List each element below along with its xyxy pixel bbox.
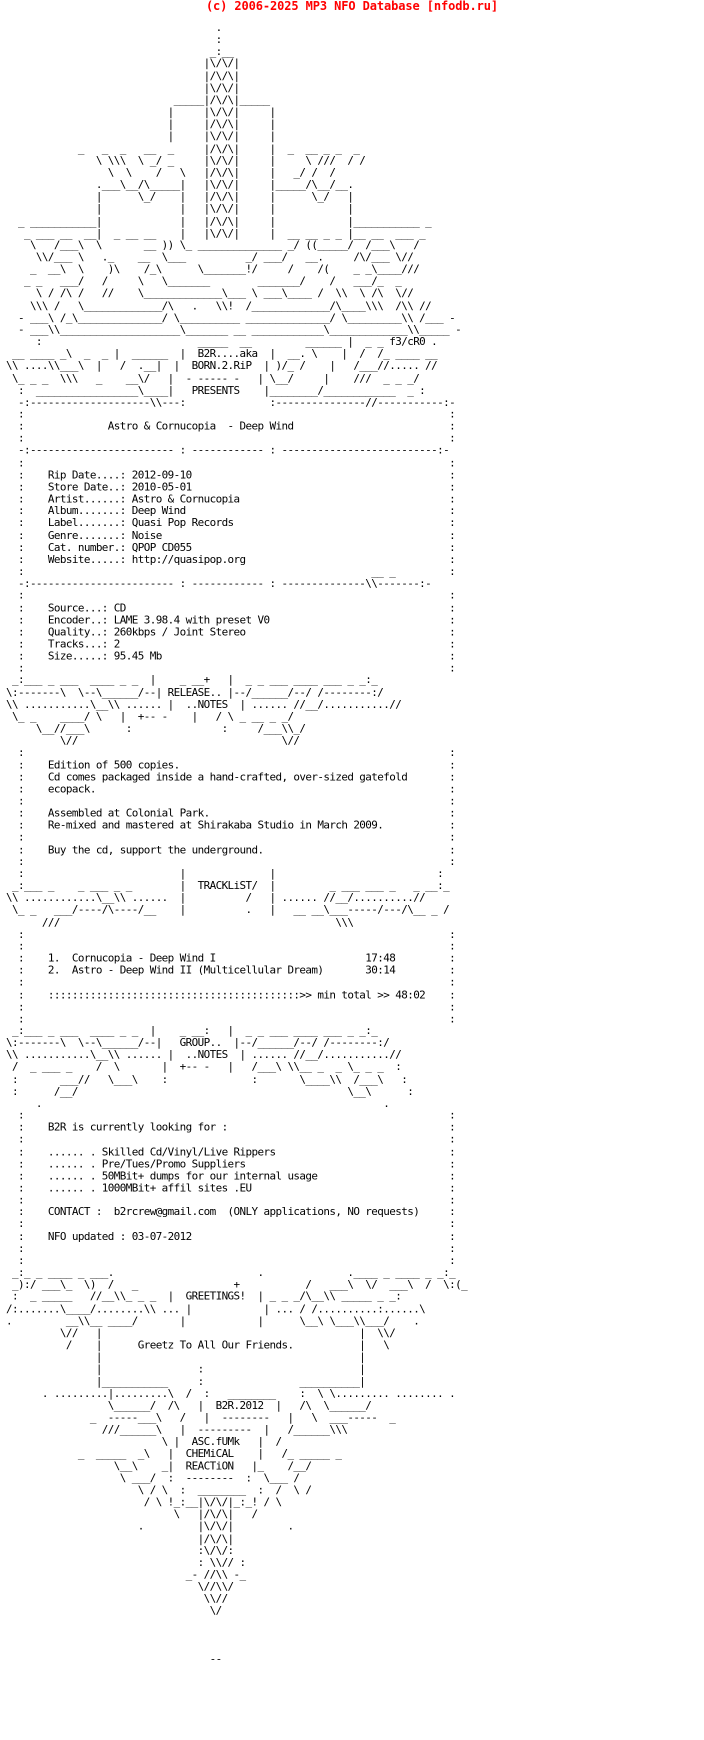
nfo-line: : | | : (0, 867, 444, 881)
nfo-line: \\ ...........\__\\ ...... | ..NOTES | ...... //__/...........// (0, 1048, 402, 1062)
nfo-line: -:------------------------ : ------------ : --------------\\-------:- (0, 577, 432, 590)
nfo-line: _ _____ _\ | CHEMiCAL | /_ _____ _ (0, 1447, 342, 1461)
nfo-line: _ -----___\ / | -------- | \ ___----- _ (0, 1411, 396, 1424)
nfo-line: .___\__/\_____| |\/\/| |_____/\__/__. (0, 178, 354, 192)
nfo-line: _:___ _ ___ ____ _ _ | _ __: | _ _ ___ ____ ___ _ _:_ (0, 1024, 378, 1038)
nfo-line: : Label.......: Quasi Pop Records : (0, 516, 456, 530)
nfo-line: : ...... . 50MBit+ dumps for our internal usage : (0, 1169, 456, 1183)
nfo-line: : : (0, 746, 456, 760)
nfo-line: _):/ ___\_ \) / _ + / ___\ \/ ___\ / \:(_ (0, 1278, 468, 1291)
nfo-line: : Size.....: 95.45 Mb : (0, 649, 456, 663)
nfo-line: \_ _ ___/----/\----/__ | . | __ __\___-----/---/\__ _ / (0, 903, 450, 917)
nfo-line: : _ _____ //__\\_ _ _ | GREETINGS! | _ _ _/\__\\ _____ _ _: (0, 1290, 402, 1304)
nfo-line: : Re-mixed and mastered at Shirakaba Studio in March 2009. : (0, 818, 456, 832)
nfo-line: \// \// (0, 734, 300, 748)
nfo-line: : Quality..: 260kbps / Joint Stereo : (0, 625, 456, 639)
nfo-line: \__//___\ : : /___\\_/ (0, 722, 306, 735)
nfo-line: : Album.......: Deep Wind : (0, 504, 456, 518)
nfo-ascii-art-body (0, 22, 700, 1666)
nfo-line: _:___ _ ___ ____ _ _ | _ __+ | _ _ ___ ____ ___ _ _:_ (0, 673, 378, 687)
nfo-line: \ ___/ : -------- : \___ / (0, 1471, 300, 1485)
nfo-line: /:.......\____/........\\ ... | | ... / /..........:......\ (0, 1302, 426, 1316)
nfo-line: ///______\ | --------- | /______\\\ (0, 1423, 348, 1437)
nfo-line: : : (0, 855, 456, 868)
nfo-line: | : | (0, 1362, 366, 1376)
nfo-line: : (0, 33, 222, 47)
nfo-line: \ \\\ \ _/ _ |\/\/| | \ /// / / (0, 153, 366, 167)
nfo-line: : : (0, 456, 456, 470)
nfo-line: : Store Date..: 2010-05-01 : (0, 480, 456, 494)
nfo-line: . |\/\/| . (0, 1519, 294, 1533)
nfo-line: : ::::::::::::::::::::::::::::::::::::::::::>> min total >> 48:02 : (0, 987, 456, 1001)
nfo-line: | |/\/\| | (0, 117, 276, 131)
nfo-line: _:_ _ ____ _ ___. . .____ _ ____ _ _:_ (0, 1265, 456, 1279)
nfo-line: \:-------\ \--\______/--| GROUP.. |--/______/--/ /--------:/ (0, 1036, 390, 1050)
nfo-line: _:__ (0, 45, 234, 59)
nfo-line: : : (0, 431, 456, 445)
nfo-line: : : (0, 407, 456, 421)
nfo-line: \_ _ _ \\\ _ __\/ | - ----- - | \__/ | /// _ _ _/ (0, 371, 420, 385)
nfo-line: \______/ /\ | B2R.2012 | /\ \______/ (0, 1398, 372, 1412)
nfo-line: : : (0, 1000, 456, 1013)
nfo-line: _ __\ \ )\ /_\ \_______!/ / /( _ _\____/// (0, 262, 420, 276)
nfodb-credit-header: (c) 2006-2025 MP3 NFO Database [nfodb.ru] (205, 0, 499, 13)
nfo-line: \__\ _| REACTiON |_ /__/ (0, 1459, 312, 1473)
nfo-line: _:___ _ _ ___ _ _ | TRACKLiST/ | _ ___ ___ _ _ __:_ (0, 879, 450, 893)
nfo-line: . .........|.........\ / : ________ : \ \......... ........ . (0, 1386, 456, 1400)
nfo-line: \/ (0, 1604, 222, 1618)
nfo-line: : Tracks...: 2 : (0, 637, 456, 651)
nfo-line: : Artist......: Astro & Cornucopia : (0, 492, 456, 506)
nfo-line: : ___// \___\ : : \____\\ /___\ : (0, 1072, 408, 1086)
nfo-line: : : (0, 794, 456, 808)
nfo-line: . . (0, 1096, 390, 1110)
nfo-line: : : (0, 1217, 456, 1231)
nfo-line: : ...... . 1000MBit+ affil sites .EU : (0, 1181, 456, 1195)
nfo-line: \ |/\/\| / (0, 1507, 258, 1521)
nfo-line: : Cat. number.: QPOP CD055 : (0, 540, 456, 554)
nfo-line: |\/\/| (0, 57, 240, 71)
nfo-line: : Encoder..: LAME 3.98.4 with preset V0 : (0, 613, 456, 627)
nfo-line: _____|/\/\|_____ (0, 93, 270, 107)
nfo-line: _ ___ __ __| _ __ __ | |\/\/| | __ __ _ _ |__ __ ___ _ (0, 226, 426, 240)
nfo-line: \\/___ \ ._ __ \___ _/ ___/ __. /\/___ \// (0, 250, 414, 264)
nfo-line: : : (0, 1241, 456, 1255)
nfo-line: \\ ............\__\\ ...... | / | ...... //__/..........// (0, 891, 426, 905)
nfo-line: : : (0, 661, 456, 675)
nfo-line: \// | | \\/ (0, 1326, 396, 1340)
nfo-line: _ _ ___/ / \ \_______ _______/ / ___/_ _ (0, 274, 402, 288)
nfo-line: \:-------\ \--\______/--| RELEASE.. |--/______/--/ /--------:/ (0, 685, 384, 699)
nfo-line: :\/\/: (0, 1543, 234, 1557)
nfo-line: | |\/\/| | (0, 105, 276, 119)
nfo-line: : Genre.......: Noise : (0, 528, 456, 542)
nfo-line: -:--------------------\\---: :---------------//-----------:- (0, 395, 456, 409)
nfo-line: : : (0, 1193, 456, 1207)
nfo-line: _- //\\ -_ (0, 1568, 246, 1582)
nfo-line: : : (0, 1253, 456, 1267)
nfo-line: : Cd comes packaged inside a hand-crafted, over-sized gatefold : (0, 770, 456, 784)
nfo-line: / _ ___ _ / \ | +-- - | /___\ \\__ _ _ \_ _ _ : (0, 1060, 402, 1074)
nfo-line: - ___\ /_\______________/ \__________ ______________/ \_________\\ /___ - (0, 311, 456, 325)
nfo-line: . (0, 21, 222, 34)
nfo-line: : Website.....: http://quasipop.org : (0, 552, 456, 566)
nfo-line: - ___\\____________________\_______ __ ____________\_____________\\_____ - (0, 323, 462, 337)
nfo-line: \ | ASC.fUMk | / (0, 1435, 282, 1449)
nfo-line: : Buy the cd, support the underground. : (0, 842, 456, 856)
nfo-line: : : (0, 830, 456, 844)
nfo-line: : /__/ \__\ : (0, 1084, 414, 1098)
nfo-line: : : (0, 975, 456, 989)
nfo-line: \ / \ : ________ : / \ / (0, 1483, 312, 1497)
nfo-line: : _____ __ ______ | _ _ f3/cR0 . (0, 335, 438, 349)
nfo-line: : CONTACT : b2rcrew@gmail.com (ONLY applications, NO requests) : (0, 1205, 456, 1219)
nfo-line: . __\\__ ____/ | | \__\ \___\\___/ . (0, 1314, 420, 1328)
nfo-line: |\/\/| (0, 81, 240, 95)
nfo-line: / \ !_:__|\/\/|_:_! / \ (0, 1495, 282, 1509)
nfo-line: _ _ _ __ _ |/\/\| | _ __ _ _ _ (0, 141, 360, 155)
nfo-line: / | Greetz To All Our Friends. | \ (0, 1338, 390, 1352)
nfo-line: : __ _ : (0, 564, 456, 578)
nfo-line: \ / /\ / // \_____________\___ \ ___\____ / \\ \ /\ \// (0, 286, 414, 300)
nfo-line: : \\// : (0, 1556, 246, 1570)
nfo-line: : B2R is currently looking for : : (0, 1120, 456, 1134)
nfo-line: | \_/ | |/\/\| | \_/ | (0, 190, 354, 204)
nfo-line: : 1. Cornucopia - Deep Wind I 17:48 : (0, 951, 456, 965)
nfo-line: : Rip Date....: 2012-09-10 : (0, 468, 456, 482)
nfo-line: : : (0, 1012, 456, 1026)
nfo-line: |___________ : __________| (0, 1374, 366, 1388)
nfo-line: \\// (0, 1592, 228, 1606)
nfo-line: : Edition of 500 copies. : (0, 758, 456, 772)
nfo-line: \//\\/ (0, 1580, 234, 1594)
nfo-line: : : (0, 927, 456, 941)
nfo-line: \\\ / \_____________/\ . \\! /_____________/\____\\\ /\\ // (0, 299, 432, 312)
nfo-line: : Assembled at Colonial Park. : (0, 806, 456, 820)
nfo-line: _ ___________| | |/\/\| | |___________ _ (0, 214, 432, 228)
nfo-line: : 2. Astro - Deep Wind II (Multicellular Dream) 30:14 : (0, 963, 456, 977)
nfo-line: : ...... . Skilled Cd/Vinyl/Live Rippers : (0, 1145, 456, 1159)
nfo-line: \\ ...........\__\\ ...... | ..NOTES | ...... //__/...........// (0, 697, 402, 711)
nfo-line: -:------------------------ : ------------ : --------------------------:- (0, 444, 450, 457)
nfo-line: : _________________\____| PRESENTS |________/____________ _ : (0, 383, 426, 397)
nfo-line: : NFO updated : 03-07-2012 : (0, 1229, 456, 1243)
nfo-line: : : (0, 589, 456, 603)
nfo-line: \ /___\ \ __ )) \_ ______________ _/ ((_____/ /___\ / (0, 238, 420, 252)
nfo-line: /// \\\ (0, 915, 354, 929)
nfo-line: \_ _ ____/ \ | +-- - | / \ _ __ _ _/ (0, 709, 294, 723)
nfo-line: |/\/\| (0, 69, 240, 83)
nfo-line: |/\/\| (0, 1531, 234, 1545)
nfo-line: : : (0, 1133, 456, 1146)
nfo-line: | |\/\/| | (0, 129, 276, 143)
nfo-line: -- (0, 1652, 222, 1666)
nfo-line: : Source...: CD : (0, 601, 456, 615)
nfo-line: | | (0, 1350, 366, 1364)
nfo-line: | | |\/\/| | | (0, 202, 354, 216)
nfo-line: : ecopack. : (0, 782, 456, 796)
nfo-line: : Astro & Cornucopia - Deep Wind : (0, 419, 456, 433)
nfo-line: : : (0, 1108, 456, 1122)
nfo-line: \\ ....\\___\ | / .__| | BORN.2.RiP | )/_ / | /___//..... // (0, 359, 438, 373)
nfo-line: : : (0, 939, 456, 953)
nfo-line: : ...... . Pre/Tues/Promo Suppliers : (0, 1157, 456, 1171)
nfo-line: __ ____ _\ _ _ | ______ | B2R....aka | __. \ | / /_ ____ __ (0, 347, 438, 361)
nfo-line: \ \ / \ |/\/\| | _/ / / (0, 166, 336, 179)
